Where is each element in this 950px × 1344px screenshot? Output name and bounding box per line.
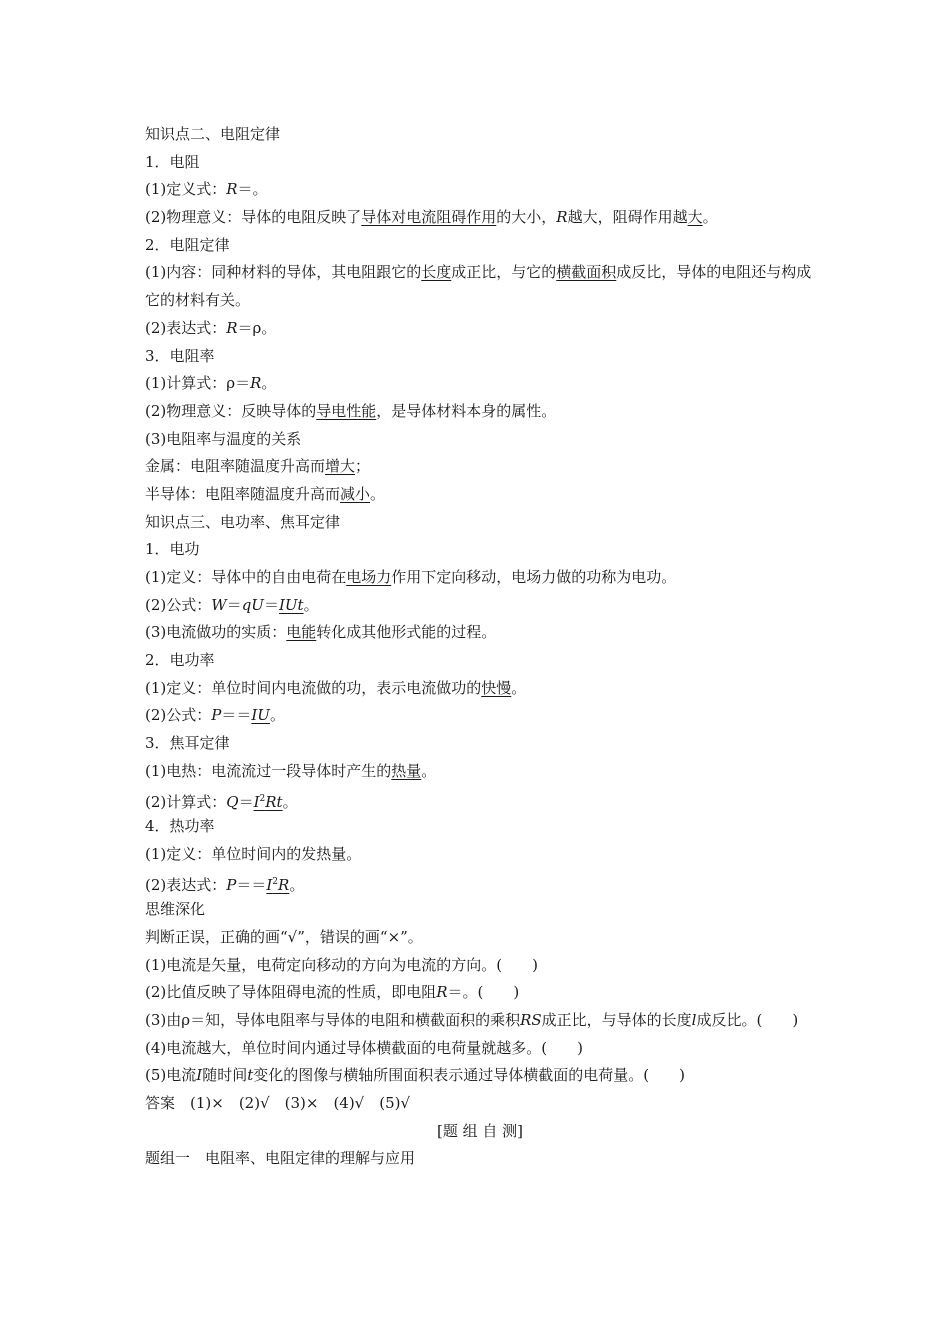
section-heading-3: 知识点三、电功率、焦耳定律	[145, 512, 341, 531]
answer-line: 答案 (1)× (2)√ (3)× (4)√ (5)√	[145, 1094, 411, 1113]
work-definition: (1)定义：导体中的自由电荷在电场力作用下定向移动，电场力做的功称为电功。	[145, 568, 677, 587]
self-test-title: [题 组 自 测]	[436, 1121, 523, 1140]
judge-question-5: (5)电流I随时间t变化的图像与横轴所围面积表示通过导体横截面的电荷量。( )	[145, 1066, 685, 1085]
resistivity-calc: (1)计算式：ρ＝R。	[145, 374, 277, 393]
item-title-resistance: 1．电阻	[145, 152, 200, 171]
power-formula: (2)公式：P＝＝IU。	[145, 706, 285, 725]
thinking-heading: 思维深化	[145, 900, 206, 919]
item-title-heat-power: 4．热功率	[145, 817, 215, 836]
judge-question-1: (1)电流是矢量，电荷定向移动的方向为电流的方向。( )	[145, 955, 538, 974]
document-page	[145, 121, 815, 1173]
resistivity-metal: 金属：电阻率随温度升高而增大；	[145, 457, 371, 476]
joule-heat: (1)电热：电流流过一段导体时产生的热量。	[145, 761, 437, 780]
work-essence: (3)电流做功的实质：电能转化成其他形式能的过程。	[145, 623, 497, 642]
resistance-law-expression: (2)表达式：R＝ρ。	[145, 318, 277, 337]
resistivity-semiconductor: 半导体：电阻率随温度升高而减小。	[145, 484, 386, 503]
judge-question-2: (2)比值反映了导体阻碍电流的性质，即电阻R＝。( )	[145, 983, 520, 1002]
judge-question-3: (3)由ρ＝知，导体电阻率与导体的电阻和横截面积的乘积RS成正比，与导体的长度l成反比。( )	[145, 1011, 799, 1030]
judge-question-4: (4)电流越大，单位时间内通过导体横截面的电荷量就越多。( )	[145, 1038, 583, 1057]
item-title-electric-work: 1．电功	[145, 540, 200, 559]
resistance-definition: (1)定义式：R＝。	[145, 180, 268, 199]
resistance-meaning: (2)物理意义：导体的电阻反映了导体对电流阻碍作用的大小，R越大，阻碍作用越大。	[145, 208, 718, 227]
resistivity-meaning: (2)物理意义：反映导体的导电性能，是导体材料本身的属性。	[145, 401, 557, 420]
item-title-resistance-law: 2．电阻定律	[145, 235, 230, 254]
heat-power-formula: (2)表达式：$P==I^2R$。	[145, 875, 305, 894]
judge-instruction: 判断正误，正确的画“√”，错误的画“×”。	[145, 927, 423, 946]
power-definition: (1)定义：单位时间内电流做的功，表示电流做功的快慢。	[145, 678, 527, 697]
resistivity-temperature: (3)电阻率与温度的关系	[145, 429, 302, 448]
joule-formula: (2)计算式：$Q=I^2Rt$。	[145, 792, 298, 811]
group-one-heading: 题组一 电阻率、电阻定律的理解与应用	[145, 1149, 416, 1168]
heat-power-definition: (1)定义：单位时间内的发热量。	[145, 844, 362, 863]
item-title-joule-law: 3．焦耳定律	[145, 734, 230, 753]
item-title-electric-power: 2．电功率	[145, 651, 215, 670]
item-title-resistivity: 3．电阻率	[145, 346, 215, 365]
section-heading-2: 知识点二、电阻定律	[145, 125, 281, 143]
resistance-law-content: (1)内容：同种材料的导体，其电阻跟它的长度成正比，与它的横截面积成反比，导体的电阻还与构成它的材料有关。	[145, 263, 812, 310]
work-formula: (2)公式：W＝qU＝IUt。	[145, 595, 319, 614]
